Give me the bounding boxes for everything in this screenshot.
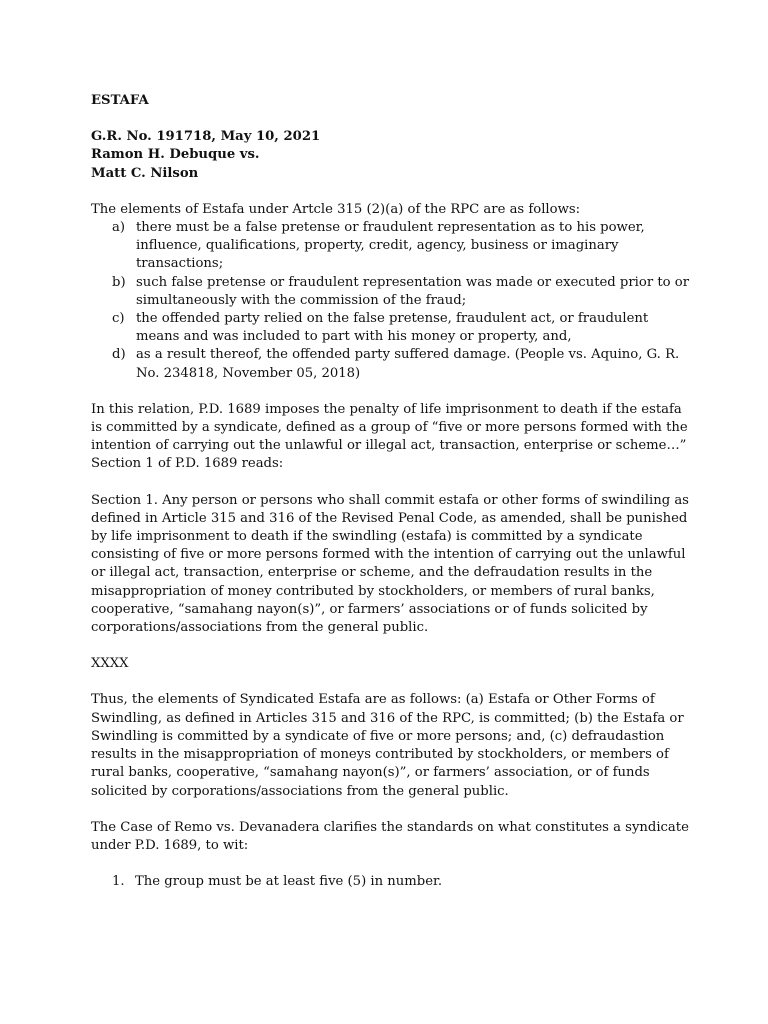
paragraph-remo: The Case of Remo vs. Devanadera clarifies the standards on what constitutes a syndicate under P.D. 1689, to wit: xyxy=(91,819,689,853)
case-number: G.R. No. 191718, May 10, 2021 xyxy=(91,129,321,145)
list-marker: c) xyxy=(112,311,125,327)
spacer xyxy=(91,855,691,873)
spacer xyxy=(91,474,691,492)
list-item xyxy=(91,274,691,310)
list-marker: 1. xyxy=(112,874,125,890)
list-marker: a) xyxy=(112,220,126,236)
spacer xyxy=(91,801,691,819)
list-item-text: the offended party relied on the false pretense, fraudulent act, or fraudulent means and was included to part with his money or property, and, xyxy=(136,311,649,345)
list-item-text: there must be a false pretense or fraudulent representation as to his power, influence, qualifications, property, credit, agency, business or imaginary transactions; xyxy=(136,220,645,272)
list-item-text: such false pretense or fraudulent representation was made or executed prior to or simultaneously with the commission of the fraud; xyxy=(136,274,689,308)
list-item xyxy=(91,346,691,382)
paragraph-pd1689: In this relation, P.D. 1689 imposes the penalty of life imprisonment to death if the estafa is committed by a syndicate, defined as a group of “five or more persons formed with the intention of carrying out the unlawful or illegal act, transaction, enterprise or scheme…” Section 1 of P.D. 1689 reads: xyxy=(91,401,688,472)
paragraph-section-1: Section 1. Any person or persons who shall commit estafa or other forms of swindiling as defined in Article 315 and 316 of the Revised Penal Code, as amended, shall be punished by life imprisonment to death if the swindling (estafa) is committed by a syndicate consisting of five or more persons formed with the intention of carrying out the unlawful or illegal act, transaction, enterprise or scheme, and the defraudation results in the misappropriation of money contributed by stockholders, or members of rural banks, cooperative, “samahang nayon(s)”, or farmers’ associations or of funds solicited by corporations/associations from the general public. xyxy=(91,492,689,636)
list-item xyxy=(91,873,691,891)
spacer xyxy=(91,673,691,691)
elements-list xyxy=(91,219,691,383)
case-parties-line-1: Ramon H. Debuque vs. xyxy=(91,147,260,163)
standards-list xyxy=(91,873,691,891)
list-item-text: The group must be at least five (5) in number. xyxy=(135,874,443,890)
spacer xyxy=(91,383,691,401)
list-item xyxy=(91,310,691,346)
case-parties-line-2: Matt C. Nilson xyxy=(91,165,199,181)
spacer xyxy=(91,183,691,201)
document-page xyxy=(91,92,691,891)
spacer xyxy=(91,637,691,655)
separator-text: XXXX xyxy=(91,656,129,672)
list-marker: d) xyxy=(112,347,126,363)
elements-intro: The elements of Estafa under Artcle 315 (2)(a) of the RPC are as follows: xyxy=(91,201,581,217)
spacer xyxy=(91,110,691,128)
document-title: ESTAFA xyxy=(91,93,149,108)
heading-block xyxy=(91,92,691,183)
list-item xyxy=(91,219,691,274)
list-marker: b) xyxy=(112,274,126,290)
list-item-text: as a result thereof, the offended party suffered damage. (People vs. Aquino, G. R. No. 234818, November 05, 2018) xyxy=(136,347,680,381)
paragraph-syndicated-estafa: Thus, the elements of Syndicated Estafa are as follows: (a) Estafa or Other Forms of Swindling, as defined in Articles 315 and 316 of the RPC, is committed; (b) the Estafa or Swindling is committed by a syndicate of five or more persons; and, (c) defraudastion results in the misappropriation of moneys contributed by stockholders, or members of rural banks, cooperative, “samahang nayon(s)”, or farmers’ association, or of funds solicited by corporations/associations from the general public. xyxy=(91,692,684,799)
